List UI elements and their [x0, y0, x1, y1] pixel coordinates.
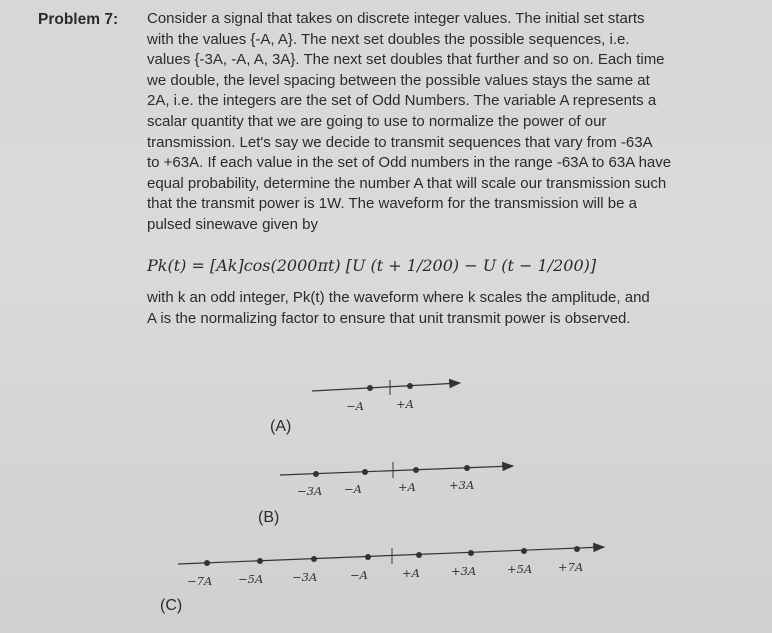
level-dot [362, 469, 368, 475]
level-dot [416, 552, 422, 558]
tick-label: −5A [238, 572, 264, 586]
level-dot [407, 383, 413, 389]
statement-line: transmission. Let's say we decide to transmit sequences that vary from -63A [147, 133, 653, 151]
tick-label: −3A [292, 570, 318, 584]
tick-label: +A [402, 566, 420, 580]
figure-b-label: (B) [258, 509, 280, 526]
statement-line: equal probability, determine the number A that will scale our transmission such [147, 174, 667, 192]
figure-a-label: (A) [270, 418, 292, 435]
level-dot [367, 385, 373, 391]
level-dot [468, 550, 474, 556]
figure-c-label: (C) [160, 597, 183, 614]
statement-line: we double, the level spacing between the possible values stays the same at [147, 71, 650, 89]
statement-line: scalar quantity that we are going to use to normalize the power of our [147, 112, 607, 130]
level-dot [574, 546, 580, 552]
level-dot [257, 558, 263, 564]
tick-label: −3A [297, 484, 323, 498]
statement-line: Consider a signal that takes on discrete integer values. The initial set starts [147, 10, 645, 27]
statement-line: that the transmit power is 1W. The waveform for the transmission will be a [147, 195, 637, 213]
statement-line: values {-3A, -A, A, 3A}. The next set doubles that further and so on. Each time [147, 51, 665, 69]
tail-line: with k an odd integer, Pk(t) the waveform where k scales the amplitude, and [147, 289, 650, 306]
level-dot [311, 556, 317, 562]
level-dot [464, 465, 470, 471]
tick-label: −A [350, 568, 368, 582]
statement-line: 2A, i.e. the integers are the set of Odd Numbers. The variable A represents a [147, 92, 657, 110]
tick-label: +3A [449, 478, 475, 492]
number-line-a [312, 380, 460, 413]
waveform-equation: Pk(t) = [Ak]cos(2000πt) [U (t + 1/200) − U (t − 1/200)] [147, 256, 597, 275]
tick-label: +A [398, 480, 416, 494]
tick-label: −A [344, 482, 362, 496]
level-dot [313, 471, 319, 477]
number-line-c [178, 546, 604, 588]
tick-label: +A [396, 397, 414, 411]
level-dot [204, 560, 210, 566]
tick-label: +3A [451, 564, 477, 578]
tail-line: A is the normalizing factor to ensure that unit transmit power is observed. [147, 309, 631, 327]
level-dot [413, 467, 419, 473]
tick-label: +5A [507, 562, 533, 576]
statement-line: to +63A. If each value in the set of Odd numbers in the range -63A to 63A have [147, 154, 672, 172]
tick-label: −7A [187, 574, 213, 588]
statement-line: with the values {-A, A}. The next set doubles the possible sequences, i.e. [147, 30, 630, 48]
statement-line: pulsed sinewave given by [147, 215, 318, 233]
problem-label: Problem 7: [38, 11, 119, 28]
tick-label: +7A [558, 560, 584, 574]
tick-label: −A [346, 399, 364, 413]
level-dot [365, 554, 371, 560]
level-dot [521, 548, 527, 554]
number-line-b [280, 462, 513, 498]
